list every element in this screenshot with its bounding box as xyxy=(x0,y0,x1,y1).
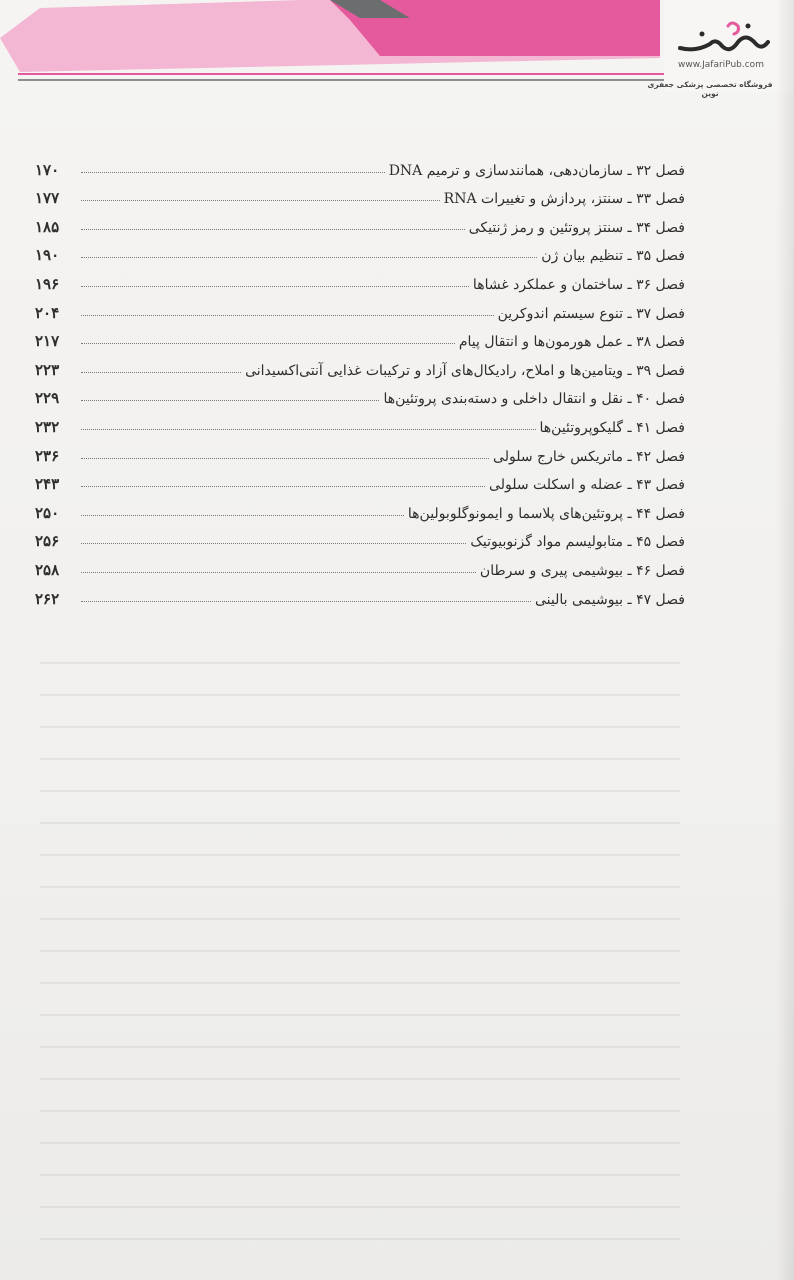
toc-title: فصل ۳۴ ـ سنتز پروتئین و رمز ژنتیکی xyxy=(468,219,685,236)
toc-leader-dots xyxy=(81,256,537,258)
toc-row xyxy=(35,293,685,322)
toc-title: فصل ۳۶ ـ ساختمان و عملکرد غشاها xyxy=(472,276,685,293)
toc-leader-dots xyxy=(81,457,489,459)
toc-leader-dots xyxy=(81,199,440,201)
toc-page-number: ۱۷۰ xyxy=(35,160,60,179)
toc-page-number: ۲۲۹ xyxy=(35,389,60,408)
toc-title: فصل ۴۳ ـ عضله و اسکلت سلولی xyxy=(489,477,685,494)
toc-row xyxy=(35,379,685,408)
toc-leader-dots xyxy=(81,228,465,230)
toc-page-number: ۲۵۶ xyxy=(35,532,60,551)
toc-page-number: ۱۷۷ xyxy=(35,189,60,208)
publisher-logo-block xyxy=(664,0,794,92)
show-through-texture xyxy=(40,640,680,1240)
toc-row xyxy=(35,436,685,465)
toc-page-number: ۲۱۷ xyxy=(35,332,60,351)
toc-leader-dots xyxy=(81,342,455,344)
toc-title: فصل ۳۹ ـ ویتامین‌ها و املاح، رادیکال‌های آزاد و ترکیبات غذایی آنتی‌اکسیدانی xyxy=(245,362,685,379)
toc-leader-dots xyxy=(81,600,531,602)
toc-row xyxy=(35,579,685,608)
table-of-contents xyxy=(35,150,685,608)
toc-leader-dots xyxy=(81,485,485,487)
toc-title: فصل ۴۱ ـ گلیکوپروتئین‌ها xyxy=(539,419,685,436)
toc-title: فصل ۴۴ ـ پروتئین‌های پلاسما و ایمونوگلوبولین‌ها xyxy=(407,505,685,522)
toc-row xyxy=(35,407,685,436)
toc-title: فصل ۴۶ ـ بیوشیمی پیری و سرطان xyxy=(479,562,685,579)
toc-page-number: ۲۳۲ xyxy=(35,417,60,436)
toc-page-number: ۱۸۵ xyxy=(35,217,60,236)
toc-page-number: ۲۲۳ xyxy=(35,360,60,379)
toc-title: فصل ۴۲ ـ ماتریکس خارج سلولی xyxy=(493,448,685,465)
toc-row xyxy=(35,493,685,522)
toc-row xyxy=(35,350,685,379)
site-url: www.JafariPub.com xyxy=(678,60,764,70)
toc-row xyxy=(35,207,685,236)
toc-title: فصل ۳۸ ـ عمل هورمون‌ها و انتقال پیام xyxy=(458,334,685,351)
toc-title: فصل ۳۵ ـ تنظیم بیان ژن xyxy=(541,248,685,265)
toc-page-number: ۲۰۴ xyxy=(35,303,60,322)
toc-page-number: ۲۶۲ xyxy=(35,589,60,608)
toc-page-number: ۲۳۶ xyxy=(35,446,60,465)
toc-leader-dots xyxy=(81,314,494,316)
toc-page-number: ۱۹۰ xyxy=(35,246,60,265)
toc-title: فصل ۴۷ ـ بیوشیمی بالینی xyxy=(534,591,685,608)
toc-title: فصل ۳۲ ـ سازمان‌دهی، همانندسازی و ترمیم DNA xyxy=(388,162,685,179)
toc-row xyxy=(35,465,685,494)
toc-row xyxy=(35,522,685,551)
toc-leader-dots xyxy=(81,428,536,430)
toc-row xyxy=(35,236,685,265)
publisher-logo-icon xyxy=(676,18,772,58)
toc-leader-dots xyxy=(81,371,241,373)
toc-leader-dots xyxy=(81,399,379,401)
toc-page-number: ۲۵۰ xyxy=(35,503,60,522)
toc-leader-dots xyxy=(81,171,385,173)
toc-row xyxy=(35,264,685,293)
toc-page-number: ۱۹۶ xyxy=(35,274,60,293)
toc-title: فصل ۴۵ ـ متابولیسم مواد گزنوبیوتیک xyxy=(470,534,685,551)
page-edge-shadow xyxy=(776,0,794,1280)
toc-leader-dots xyxy=(81,514,404,516)
toc-page-number: ۲۵۸ xyxy=(35,560,60,579)
toc-leader-dots xyxy=(81,542,466,544)
toc-leader-dots xyxy=(81,571,476,573)
toc-title: فصل ۴۰ ـ نقل و انتقال داخلی و دسته‌بندی پروتئین‌ها xyxy=(383,391,685,408)
toc-row xyxy=(35,179,685,208)
toc-row xyxy=(35,322,685,351)
toc-row xyxy=(35,150,685,179)
toc-page-number: ۲۴۳ xyxy=(35,475,60,494)
toc-title: فصل ۳۷ ـ تنوع سیستم اندوکرین xyxy=(497,305,685,322)
toc-title: فصل ۳۳ ـ سنتز، پردازش و تغییرات RNA xyxy=(443,191,685,208)
toc-row xyxy=(35,550,685,579)
store-name: فروشگاه تخصصی پزشکی جعفری نوین xyxy=(647,80,773,98)
toc-leader-dots xyxy=(81,285,469,287)
